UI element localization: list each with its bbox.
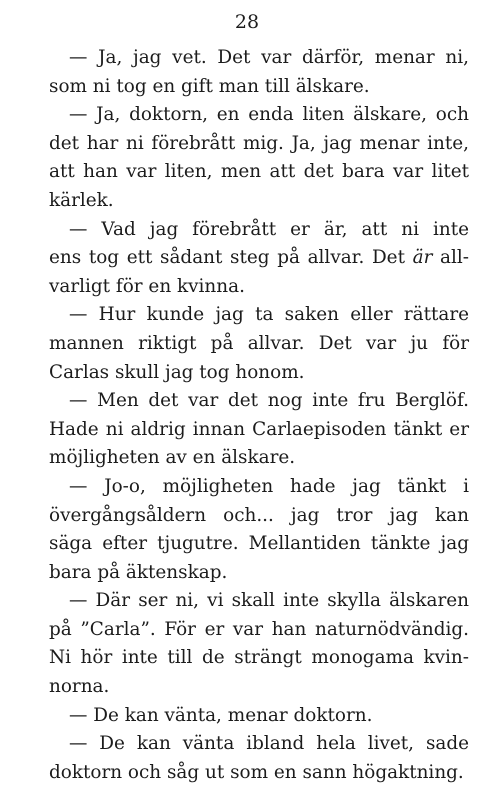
emphasized-word: är bbox=[412, 247, 433, 269]
text-fragment: ens tog ett sådant steg på allvar. Det bbox=[49, 247, 413, 269]
text-line: bara på äktenskap. bbox=[49, 561, 228, 583]
text-line: — Men det var det nog inte fru Berglöf. bbox=[69, 390, 469, 412]
text-line: möjligheten av en älskare. bbox=[49, 447, 296, 469]
text-line: att han var liten, men att det bara var litet bbox=[49, 161, 469, 183]
text-line: Ni hör inte till de strängt monogama kvin- bbox=[49, 647, 469, 669]
text-line: det har ni förebrått mig. Ja, jag menar inte, bbox=[49, 132, 469, 154]
text-line: — Ja, doktorn, en enda liten älskare, och bbox=[69, 104, 469, 126]
text-line: kärlek. bbox=[49, 189, 114, 211]
page-number: 28 bbox=[234, 11, 260, 33]
text-line: säga efter tjugutre. Mellantiden tänkte jag bbox=[49, 533, 469, 555]
text-line: övergångsåldern och... jag tror jag kan bbox=[49, 504, 469, 526]
text-line: doktorn och såg ut som en sann högaktning. bbox=[49, 761, 464, 783]
text-line: — Vad jag förebrått er är, att ni inte bbox=[69, 218, 469, 240]
text-line: mannen riktigt på allvar. Det var ju för bbox=[49, 332, 469, 354]
text-line: — Jo-o, möjligheten hade jag tänkt i bbox=[69, 475, 469, 497]
text-line: — De kan vänta ibland hela livet, sade bbox=[69, 733, 469, 755]
text-line: Hade ni aldrig innan Carlaepisoden tänkt er bbox=[49, 418, 469, 440]
text-line: — De kan vänta, menar doktorn. bbox=[69, 704, 373, 726]
text-line: Carlas skull jag tog honom. bbox=[49, 361, 305, 383]
text-line bbox=[49, 244, 469, 273]
text-line: norna. bbox=[49, 676, 110, 698]
text-line: — Ja, jag vet. Det var därför, menar ni, bbox=[69, 47, 469, 68]
text-line: på ”Carla”. För er var han naturnödvändig. bbox=[49, 618, 469, 640]
text-line: som ni tog en gift man till älskare. bbox=[49, 75, 370, 97]
text-fragment: all- bbox=[432, 247, 469, 269]
text-line: — Där ser ni, vi skall inte skylla älskaren bbox=[69, 590, 469, 612]
text-body bbox=[49, 44, 469, 787]
text-line: varligt för en kvinna. bbox=[49, 275, 245, 297]
text-line: — Hur kunde jag ta saken eller rättare bbox=[69, 304, 469, 326]
